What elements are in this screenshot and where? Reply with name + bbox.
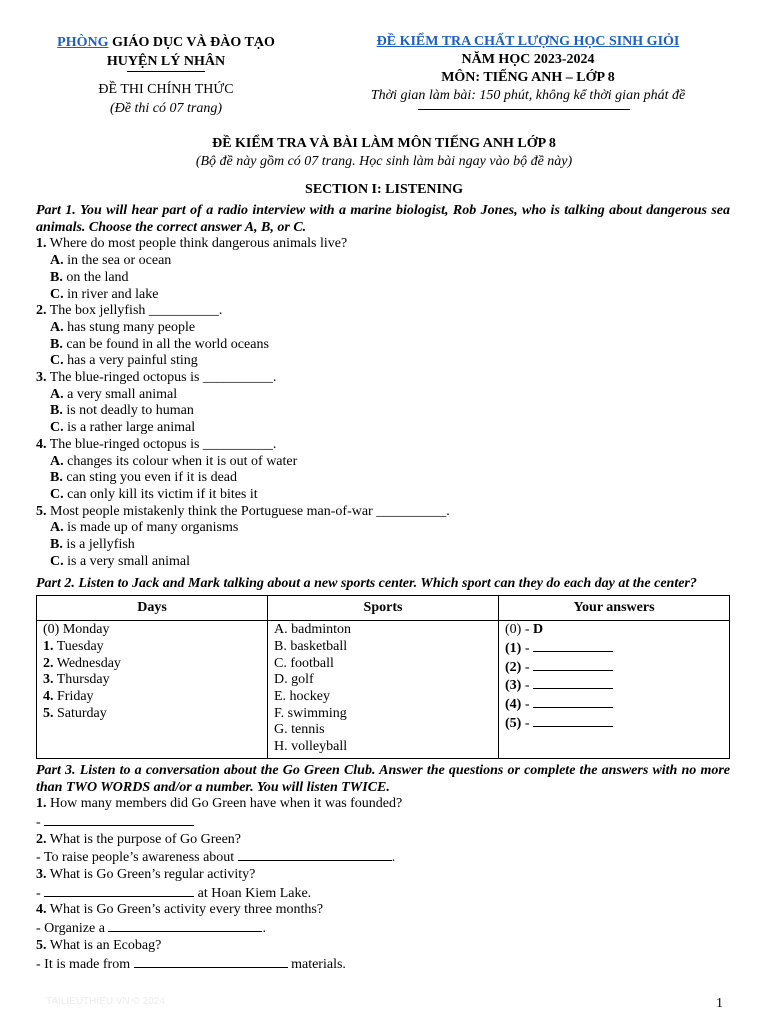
answer-option bbox=[36, 337, 730, 354]
answer-option bbox=[36, 387, 730, 404]
option-letter: A. bbox=[50, 386, 64, 402]
answer-separator: - bbox=[521, 659, 533, 675]
answer-option bbox=[36, 554, 730, 571]
header-rule-right bbox=[418, 109, 630, 110]
option-text: a very small animal bbox=[67, 386, 178, 402]
question-number: 3. bbox=[36, 370, 47, 386]
page-number: 1 bbox=[716, 996, 723, 1011]
option-letter: C. bbox=[50, 420, 64, 436]
answer-option bbox=[36, 487, 730, 504]
answer-option bbox=[36, 470, 730, 487]
example-answer: (0) - D bbox=[505, 622, 544, 638]
question-text: The blue-ringed octopus is __________. bbox=[46, 436, 277, 452]
answer-option bbox=[36, 420, 730, 437]
answer-prefix: - bbox=[36, 814, 45, 830]
answer-separator: - bbox=[521, 715, 533, 731]
part1-instruction: Part 1. You will hear part of a radio interview with a marine biologist, Rob Jones, who is talking about dangerous sea animals. Choose the correct answer A, B, or C. bbox=[36, 203, 730, 235]
question-number: 4. bbox=[36, 436, 47, 452]
part3-instruction: Part 3. Listen to a conversation about the Go Green Club. Answer the questions or complete the answers with no more than TWO WORDS and/or a number. You will listen TWICE. bbox=[36, 762, 730, 795]
day-number: 2. bbox=[43, 655, 54, 671]
sport-option: C. football bbox=[274, 655, 334, 671]
day-item bbox=[43, 706, 261, 723]
day-item bbox=[43, 656, 261, 673]
answer-option bbox=[36, 537, 730, 554]
option-text: in river and lake bbox=[67, 286, 159, 302]
question-text: What is an Ecobag? bbox=[46, 937, 162, 953]
day-item bbox=[43, 689, 261, 706]
part1-questions bbox=[36, 236, 730, 570]
sport-option: B. basketball bbox=[274, 638, 348, 654]
option-letter: A. bbox=[50, 319, 64, 335]
day-name: Monday bbox=[59, 622, 110, 638]
question-number: 1. bbox=[36, 796, 47, 812]
question-4 bbox=[36, 437, 730, 454]
table-body-row bbox=[37, 621, 730, 759]
answer-option bbox=[36, 287, 730, 304]
page-count-note: (Đề thi có 07 trang) bbox=[110, 101, 222, 116]
answer-line bbox=[36, 884, 730, 903]
answer-option bbox=[36, 270, 730, 287]
answer-option bbox=[36, 520, 730, 537]
answer-blank[interactable] bbox=[238, 848, 392, 861]
answer-blank[interactable] bbox=[44, 884, 194, 897]
answer-option bbox=[36, 320, 730, 337]
part3-question-3 bbox=[36, 867, 730, 884]
answer-option bbox=[36, 253, 730, 270]
question-5 bbox=[36, 504, 730, 521]
option-letter: B. bbox=[50, 336, 63, 352]
part3-question-1 bbox=[36, 796, 730, 813]
option-text: is made up of many organisms bbox=[67, 520, 239, 536]
answer-suffix: at Hoan Kiem Lake. bbox=[194, 885, 312, 901]
answer-line bbox=[505, 676, 723, 695]
option-text: can sting you even if it is dead bbox=[66, 470, 238, 486]
question-number: 3. bbox=[36, 867, 47, 883]
sports-table bbox=[36, 595, 730, 759]
header-rule-left bbox=[127, 71, 205, 80]
question-text: What is the purpose of Go Green? bbox=[46, 831, 242, 847]
answer-blank[interactable] bbox=[108, 919, 262, 932]
option-text: has a very painful sting bbox=[67, 353, 198, 369]
answer-option bbox=[36, 454, 730, 471]
official-label: ĐỀ THI CHÍNH THỨC bbox=[98, 82, 234, 97]
day-name: Tuesday bbox=[53, 638, 104, 654]
answer-line bbox=[36, 955, 730, 974]
option-text: is not deadly to human bbox=[66, 403, 194, 419]
answer-suffix: . bbox=[262, 921, 266, 937]
sports-column bbox=[268, 621, 499, 759]
answer-blank[interactable] bbox=[533, 639, 613, 652]
option-letter: C. bbox=[50, 353, 64, 369]
answer-number: (5) bbox=[505, 715, 522, 731]
answer-separator: - bbox=[521, 678, 533, 694]
question-text: What is Go Green’s regular activity? bbox=[46, 867, 256, 883]
option-letter: B. bbox=[50, 403, 63, 419]
option-text: is a very small animal bbox=[67, 553, 190, 569]
option-letter: B. bbox=[50, 269, 63, 285]
answer-line bbox=[505, 714, 723, 733]
day-number: (0) bbox=[43, 622, 60, 638]
time-allowed: Thời gian làm bài: 150 phút, không kể thời gian phát đề bbox=[370, 88, 686, 103]
school-year: NĂM HỌC 2023-2024 bbox=[461, 52, 595, 67]
question-2 bbox=[36, 303, 730, 320]
question-text: Where do most people think dangerous animals live? bbox=[46, 236, 348, 252]
option-letter: C. bbox=[50, 553, 64, 569]
day-item bbox=[43, 672, 261, 689]
sport-option: H. volleyball bbox=[274, 739, 348, 755]
answer-suffix: . bbox=[391, 850, 396, 866]
option-letter: C. bbox=[50, 486, 64, 502]
day-name: Friday bbox=[53, 688, 94, 704]
option-letter: A. bbox=[50, 253, 64, 269]
option-text: changes its colour when it is out of water bbox=[67, 453, 298, 469]
answer-blank[interactable] bbox=[134, 955, 288, 968]
answer-prefix: - Organize a bbox=[36, 921, 109, 937]
section-title: SECTION I: LISTENING bbox=[305, 182, 463, 197]
header-right bbox=[318, 33, 738, 110]
option-text: on the land bbox=[66, 269, 129, 285]
sport-option: E. hockey bbox=[274, 688, 330, 704]
part3-question-4 bbox=[36, 902, 730, 919]
answer-option bbox=[36, 353, 730, 370]
answer-blank[interactable] bbox=[533, 695, 613, 708]
day-number: 5. bbox=[43, 705, 54, 721]
day-name: Saturday bbox=[53, 705, 107, 721]
answer-line bbox=[505, 658, 723, 677]
option-text: in the sea or ocean bbox=[67, 253, 172, 269]
answer-suffix: materials. bbox=[287, 956, 346, 972]
option-letter: A. bbox=[50, 520, 64, 536]
sport-option: A. badminton bbox=[274, 622, 351, 638]
answer-blank[interactable] bbox=[533, 658, 613, 671]
header-sports: Sports bbox=[268, 596, 499, 621]
answer-number: (1) bbox=[505, 640, 522, 656]
question-text: How many members did Go Green have when it was founded? bbox=[46, 796, 403, 812]
answer-prefix: - To raise people’s awareness about bbox=[36, 850, 238, 866]
option-text: can only kill its victim if it bites it bbox=[67, 486, 258, 502]
question-3 bbox=[36, 370, 730, 387]
day-number: 4. bbox=[43, 688, 54, 704]
part3-question-5 bbox=[36, 938, 730, 955]
answer-number: (4) bbox=[505, 696, 522, 712]
sport-option: D. golf bbox=[274, 672, 314, 688]
answer-prefix: - It is made from bbox=[36, 956, 134, 972]
sport-option: F. swimming bbox=[274, 705, 347, 721]
title-main: ĐỀ KIỂM TRA VÀ BÀI LÀM MÔN TIẾNG ANH LỚP 8 bbox=[212, 136, 556, 151]
answer-number: (3) bbox=[505, 678, 522, 694]
answer-line bbox=[505, 695, 723, 714]
day-name: Thursday bbox=[53, 672, 110, 688]
part3-question-2 bbox=[36, 832, 730, 849]
option-letter: A. bbox=[50, 453, 64, 469]
answer-separator: - bbox=[521, 696, 533, 712]
answer-separator: - bbox=[521, 640, 533, 656]
table-header-row bbox=[37, 596, 730, 621]
option-text: is a jellyfish bbox=[66, 537, 135, 553]
day-number: 3. bbox=[43, 672, 54, 688]
answer-blank[interactable] bbox=[44, 813, 194, 826]
question-text: The blue-ringed octopus is __________. bbox=[46, 370, 277, 386]
answers-column bbox=[499, 621, 730, 759]
option-letter: B. bbox=[50, 470, 63, 486]
question-text: Most people mistakenly think the Portuguese man-of-war __________. bbox=[46, 503, 450, 519]
question-number: 2. bbox=[36, 831, 47, 847]
subject: MÔN: TIẾNG ANH – LỚP 8 bbox=[441, 70, 615, 85]
day-name: Wednesday bbox=[53, 655, 121, 671]
sport-option: G. tennis bbox=[274, 722, 325, 738]
answer-option bbox=[36, 403, 730, 420]
department-highlight: PHÒNG bbox=[57, 35, 109, 50]
question-text: The box jellyfish __________. bbox=[46, 303, 223, 319]
days-column bbox=[37, 621, 268, 759]
exam-title: ĐỀ KIỂM TRA CHẤT LƯỢNG HỌC SINH GIỎI bbox=[376, 34, 680, 49]
day-number: 1. bbox=[43, 638, 54, 654]
answer-line bbox=[505, 639, 723, 658]
header-days: Days bbox=[37, 596, 268, 621]
header-answers: Your answers bbox=[499, 596, 730, 621]
option-letter: B. bbox=[50, 537, 63, 553]
document-title bbox=[0, 135, 768, 171]
answer-line bbox=[36, 813, 730, 832]
part2-instruction: Part 2. Listen to Jack and Mark talking about a new sports center. Which sport can they do each day at the center? bbox=[36, 576, 697, 592]
option-text: can be found in all the world oceans bbox=[66, 336, 269, 352]
answer-line bbox=[36, 919, 730, 938]
question-1 bbox=[36, 236, 730, 253]
question-number: 1. bbox=[36, 236, 47, 252]
title-sub: (Bộ đề này gồm có 07 trang. Học sinh làm bài ngay vào bộ đề này) bbox=[195, 154, 573, 169]
option-text: is a rather large animal bbox=[67, 420, 196, 436]
question-number: 5. bbox=[36, 503, 47, 519]
answer-blank[interactable] bbox=[533, 714, 613, 727]
question-number: 2. bbox=[36, 303, 47, 319]
question-number: 4. bbox=[36, 902, 47, 918]
answer-number: (2) bbox=[505, 659, 522, 675]
option-letter: C. bbox=[50, 286, 64, 302]
district-name: HUYỆN LÝ NHÂN bbox=[106, 54, 226, 69]
watermark: TAILIEUTHIEU.VN © 2024 bbox=[46, 996, 165, 1007]
question-number: 5. bbox=[36, 937, 47, 953]
day-item bbox=[43, 639, 261, 656]
answer-line bbox=[36, 848, 730, 867]
question-text: What is Go Green’s activity every three months? bbox=[46, 902, 324, 918]
answer-prefix: - bbox=[36, 885, 45, 901]
answer-blank[interactable] bbox=[533, 676, 613, 689]
option-text: has stung many people bbox=[67, 319, 196, 335]
department-name: PHÒNG GIÁO DỤC VÀ ĐÀO TẠO bbox=[57, 35, 275, 50]
header-left bbox=[30, 33, 302, 118]
part3-questions bbox=[36, 796, 730, 973]
exam-body bbox=[36, 203, 730, 973]
day-item bbox=[43, 622, 261, 639]
